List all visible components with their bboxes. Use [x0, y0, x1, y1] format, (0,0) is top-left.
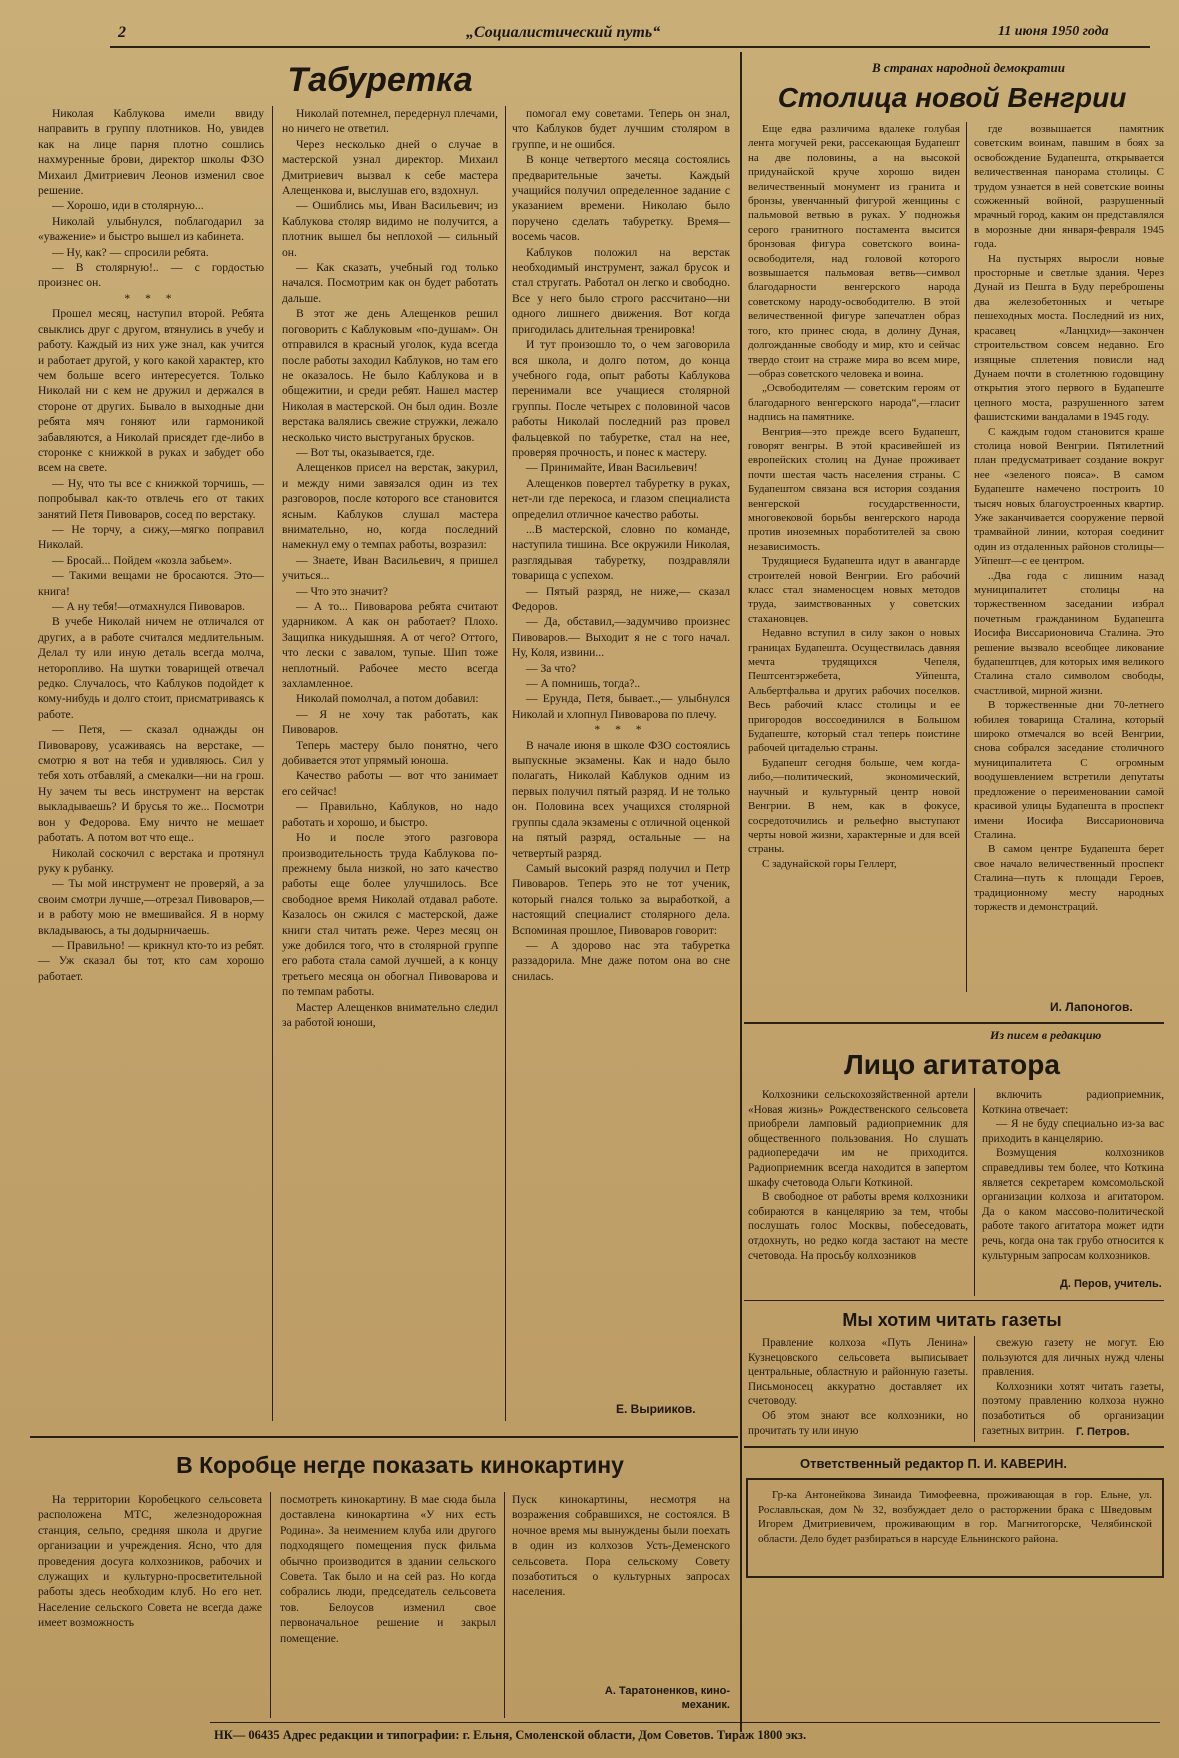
paragraph: Трудящиеся Будапешта идут в авангарде строителей новой Венгрии. Его рабочий класс стал знаменосцем новых методов труда, заимствованных у советских стахановцев. — [748, 555, 960, 625]
article-title-newspapers: Мы хотим читать газеты — [842, 1310, 1062, 1330]
agitator-column-1 — [748, 1088, 968, 1296]
paragraph: — Ты мой инструмент не проверяй, а за своим смотри лучше,—отрезал Пивоваров,— и в работу мою не вмешивайся. Я в норму вкладываюсь, а ты додырничаешь. — [38, 877, 264, 937]
divorce-notice-text: Гр-ка Антонейкова Зинаида Тимофеевна, проживающая в гор. Ельне, ул. Рославльская, дом № 32, возбуждает дело о расторжении брака с Шведовым Игорем Дмитриевичем, проживающим в гор. Магнитогорске, Челябинской области. Дело будет разбираться в нарсуде Ельнинского района. — [758, 1489, 1152, 1545]
paragraph: В начале июня в школе ФЗО состоялись выпускные экзамены. Как и надо было полагать, Николай Каблуков одним из первых получил пятый разряд. И не только он. Половина всех учащихся столярной группы сдала экзамены с отличной оценкой на пятый разряд, остальные — на четвертый разряд. — [512, 738, 730, 860]
paragraph: — Правильно! — крикнул кто-то из ребят. — Уж сказал бы тот, кто сам хорошо работает. — [38, 938, 264, 983]
paragraph: свежую газету не могут. Ею пользуются для личных нужд члены правления. — [982, 1337, 1164, 1379]
paragraph: — Да, обставил,—задумчиво произнес Пивоваров.— Выходит я не с того начал. Ну, Коля, извини... — [512, 615, 730, 660]
korobec-column-1: На территории Коробецкого сельсовета расположена МТС, железнодорожная станция, сельпо, средняя школа и другие организации и учреждения. Ясно, что для проведения досуга колхозников, рабочих и служащих и культурно-просветительной работы здесь необходим клуб. Но его нет. Население сельского Совета не всегда даже имеет возможность — [38, 1493, 262, 1630]
paragraph: — Не торчу, а сижу,—мягко поправил Николай. — [38, 522, 264, 552]
column-divider — [974, 1336, 975, 1442]
column-divider — [505, 106, 506, 1421]
paragraph: Алещенков присел на верстак, закурил, и между ними завязался один из тех разговоров, после которого все становится ясным. Каблуков слушал мастера внимательно, но, когда последний намекнул ему о темпах работы, возразил: — [282, 461, 498, 552]
taburetka-column-2 — [282, 106, 498, 1421]
paragraph: Николай потемнел, передернул плечами, но ничего не ответил. — [282, 107, 498, 136]
paragraph: * * * — [594, 723, 648, 737]
section-rule — [744, 1446, 1164, 1448]
paragraph: Теперь мастеру было понятно, чего добивается этот упрямый юноша. — [282, 738, 498, 768]
taburetka-column-3 — [512, 106, 730, 1401]
hungary-column-2 — [974, 122, 1164, 982]
paragraph: Алещенков повертел табуретку в руках, нет-ли где перекоса, и глазом специалиста определил отличное качество работы. — [512, 476, 730, 521]
paragraph: помогал ему советами. Теперь он знал, что Каблуков будет лучшим столяром в группе, и не ошибся. — [512, 107, 730, 151]
paragraph: „Освободителям — советским героям от благодарного венгерского народа“,—гласит надпись на памятнике. — [748, 382, 960, 424]
paragraph: Мастер Алещенков внимательно следил за работой юноши, — [282, 1000, 498, 1029]
article-title-hungary: Столица новой Венгрии — [777, 82, 1127, 113]
paragraph: — Ну, что ты все с книжкой торчишь, — попробывал как-то отвлечь его от таких занятий Петя Пивоваров, сосед по верстаку. — [38, 476, 264, 521]
paragraph: — Я не буду специально из-за вас приходить в канцелярию. — [982, 1118, 1164, 1145]
imprint-footer: НК— 06435 Адрес редакции и типографии: г. Ельня, Смоленской области, Дом Советов. Тираж 1800 экз. — [214, 1728, 807, 1742]
korobec-column-2: посмотреть кинокартину. В мае сюда была доставлена кинокартина «У них есть Родина». За неимением клуба или другого подходящего помещения пуск фильма обычно производится в здании сельского Совета. Так было и на сей раз. Но когда собрались люди, председатель сельсовета тов. Белоусов изменил свое первоначальное решение и закрыл помещение. — [280, 1493, 496, 1645]
paragraph: где возвышается памятник советским воинам, павшим в боях за освобождение Будапешта, открывается величественная панорама столицы. С трудом узнается в ней советские воины сожженный войной, разрушенный мрачный город, каким он представлялся в морозные дни января-февраля 1945 года. — [974, 123, 1164, 251]
responsible-editor: Ответственный редактор П. И. КАВЕРИН. — [800, 1456, 1067, 1471]
paragraph: — Ошиблись мы, Иван Васильевич; из Каблукова столяр видимо не получится, а плотник вышел бы неплохой — сильный он. — [282, 199, 498, 259]
column-divider — [270, 1492, 271, 1718]
paragraph: Но и после этого разговора производительность труда Каблукова по-прежнему была низкой, но зато качество работы еще более улучшилось. Все свободное время Николай отдавал работе. Казалось он сжился с мастерской, даже книги стал читать реже. Через месяц он уже добился того, что в столярной группе его работа стала самой лучшей, а к концу третьего месяца он обогнал Пивоварова и по темпам работы. — [282, 831, 498, 999]
paragraph: Еще едва различима вдалеке голубая лента могучей реки, рассекающая Будапешт на две половины, а на высокой придунайской круче хорошо виден величественный монумент из гранита и бронзы, увенчанный фигурой женщины с пальмовой ветвью в руках. У подножья серого гранитного постамента высится бронзовая фигура советского воина-освободителя, над головой которого возвышается пальмовая ветвь—символ благодарности венгерского народа советскому народу-освободителю. В этой величественной фигуре запечатлен образ того, кто принес сюда, в долину Дуная, долгожданные свободу и мир, кто и сейчас твердо стоит на страже мира во всем мире,—образ советского человека и воина. — [748, 123, 960, 380]
paragraph: — Что это значит? — [296, 584, 388, 598]
section-divider — [740, 52, 742, 1732]
column-divider — [966, 122, 967, 992]
hungary-column-1 — [748, 122, 960, 1062]
paragraph: И тут произошло то, о чем заговорила вся школа, и долго потом, до конца учебного года, опыт работы Каблукова перенимали все учащиеся столярной группы. После четырех с половиной часов работы Николай последний раз провел фальцевкой по табуретке, стал на нее, проверяя прочность, и понес к мастеру. — [512, 338, 730, 459]
paragraph: — А помнишь, тогда?.. — [526, 677, 641, 691]
hungary-signature: И. Лапоногов. — [1050, 1000, 1133, 1014]
section-rule — [744, 1022, 1164, 1024]
paragraph: С задунайской горы Геллерт, — [762, 857, 897, 870]
paragraph: — Бросай... Пойдем «козла забьем». — [52, 553, 233, 567]
paragraph: — В столярную!.. — с гордостью произнес он. — [38, 261, 264, 290]
paragraph: Правление колхоза «Путь Ленина» Кузнецовского сельсовета выписывает центральные, областную и районную газеты. Письмоносец аккуратно доставляет их счетоводу. — [748, 1337, 968, 1408]
taburetka-signature: Е. Вырииков. — [616, 1402, 696, 1416]
paragraph: — Хорошо, иди в столярную... — [52, 199, 204, 213]
paragraph: — Ну, как? — спросили ребята. — [52, 245, 209, 259]
divorce-notice-box — [746, 1478, 1164, 1578]
paragraph: В этот же день Алещенков решил поговорить с Каблуковым «по-душам». Он отправился в красный уголок, куда всегда после работы заходил Каблуков, но там его не оказалось. Не было Каблукова и в общежитии, и среди ребят. Нашел мастер Николая в мастерской. Он был один. Возле верстака валялись свежие стружки, лежало несколько чисто выструганых брусков. — [282, 307, 498, 444]
paragraph: Возмущения колхозников справедливы тем более, что Коткина является секретарем комсомольской организации колхоза и агитатором. Да о каком массово-политической работе такого агитатора может идти речь, когда она так грубо относится к культурным запросам колхозников. — [982, 1147, 1164, 1262]
header-rule — [110, 46, 1150, 48]
paragraph: — Петя, — сказал однажды он Пивоварову, усаживаясь на верстаке, — смотрю я вот на тебя и удивляюсь. Сил у тебя хоть отбавляй, а смекалки—ни на грош. Ну зачем ты весь инструмент на верстак выкладываешь? И брусья то же... Посмотри вон у Федорова. Ему ничто не мешает работать. А потом вот что еще.. — [38, 723, 264, 845]
paragraph: Недавно вступил в силу закон о новых границах Будапешта. Осуществилась давняя мечта трудящихся Чепеля, Пештсентэржебета, Уйпешта, Альбертфальва и других рабочих поселков. Весь рабочий класс столицы и ее пригородов воссоединился в Большом Будапеште, который стал теперь поистине рабочей цитаделью страны. — [748, 627, 960, 755]
paragraph: ..Два года с лишним назад муниципалитет столицы на торжественном заседании избрал почетным гражданином Будапешта Иосифа Виссарионовича Сталина. Это решение вызвало всеобщее ликование будапештцев, для которых имя великого Сталина стало символом свободы, счастливой, мирной жизни. — [974, 569, 1164, 697]
paragraph: — За что? — [526, 661, 577, 675]
taburetka-column-1 — [38, 106, 264, 1421]
paragraph: — А то... Пивоварова ребята считают ударником. А как он работает? Плохо. Защипка никудышняя. А от чего? Оттого, что лески с завалом, тупые. Шип тоже неплотный. Рабочее место всегда захламленное. — [282, 600, 498, 691]
korobec-column-3: Пуск кинокартины, несмотря на возражения собравшихся, не состоялся. В ночное время мы вынуждены были поехать в один из колхозов Усть-Деменского сельсовета. Пора сельскому Совету позаботиться о культурных запросах населения. — [512, 1493, 730, 1599]
paragraph: Качество работы — вот что занимает его сейчас! — [282, 769, 498, 798]
newspapers-signature: Г. Петров. — [1076, 1426, 1130, 1438]
column-divider — [272, 106, 273, 1421]
paragraph: включить радиоприемник, Коткина отвечает: — [982, 1089, 1164, 1116]
paragraph: — А ну тебя!—отмахнулся Пивоваров. — [52, 600, 246, 613]
article-title-taburetka: Табуретка — [287, 61, 473, 99]
column-divider — [504, 1492, 505, 1718]
paragraph: В свободное от работы время колхозники собираются в канцелярию за тем, чтобы послушать голос Москвы, побеседовать, отдохнуть, но редко когда застают на месте счетовода. На просьбу колхозников — [748, 1191, 968, 1262]
footer-rule — [210, 1722, 1160, 1723]
paragraph: — Правильно, Каблуков, но надо работать и хорошо, и быстро. — [282, 800, 498, 829]
paragraph: — Как сказать, учебный год только начался. Посмотрим как он будет работать дальше. — [282, 261, 498, 305]
paragraph: Колхозники хотят читать газеты, поэтому правлению колхоза нужно позаботиться об организации газетных витрин. — [982, 1380, 1164, 1437]
paragraph: — Пятый разряд, не ниже,— сказал Федоров. — [512, 584, 730, 613]
agitator-signature: Д. Перов, учитель. — [1060, 1278, 1162, 1290]
section-rule — [30, 1436, 738, 1438]
paragraph: Колхозники сельскохозяйственной артели «Новая жизнь» Рождественского сельсовета приобрели ламповый радиоприемник для общественного пользования. Но слушать радиопередачи им не приходится. Радиоприемник всегда находится в запертом шкафу счетовода Ольги Коткиной. — [748, 1089, 968, 1189]
page-number: 2 — [118, 24, 126, 41]
paragraph: В торжественные дни 70-летнего юбилея товарища Сталина, который широко отмечался во всей Венгрии, снова собрался заседание столичного муниципалитета С огромным воодушевлением встретили депутаты предложение о переименовании самой красивой улицы Будапешта в проспект имени Иосифа Виссарионовича Сталина. — [974, 699, 1164, 841]
paragraph: * * * — [124, 291, 178, 305]
paragraph: С каждым годом становится краше столица новой Венгрии. Пятилетний план предусматривает создание вокруг нее «зеленого пояса». В самом Будапеште намечено построить 10 тысяч новых благоустроенных квартир. Уже заканчивается сооружение первой трамвайной линии, которая соединит один из отдаленных районов столицы—Уйпешт—с ее центром. — [974, 425, 1164, 568]
paragraph: В учебе Николай ничем не отличался от других, а в работе считался медлительным. Делал ту или иную деталь всегда молча, неторопливо. На шутки товарищей отвечал редко. Случалось, что Каблуков подойдет к кому-нибудь и долго стоит, присматриваясь к работе. — [38, 615, 264, 721]
paragraph: В конце четвертого месяца состоялись предварительные зачеты. Каждый учащийся получил определенное задание с указанием времени. Николаю было поручено сделать табуретку. Время—восемь часов. — [512, 153, 730, 244]
paragraph: Николай соскочил с верстака и протянул руку к рубанку. — [38, 846, 264, 875]
paragraph: Прошел месяц, наступил второй. Ребята свыклись друг с другом, втянулись в учебу и работу. Каждый из них уже знал, как учится и работает другой, у кого какой характер, кто чем больше всего интересуется. Только Николай ни с кем не дружил и держался в стороне от других. Бывало в выходные дни ребята мяч гоняют или гармоникой забавляются, а Николай присядет где-либо в сторонке с книжкой в руках и забудет обо всем на свете. — [38, 307, 264, 475]
newspaper-title: „Социалистический путь“ — [466, 24, 661, 41]
issue-date: 11 июня 1950 года — [998, 24, 1109, 39]
paragraph: — Я не хочу так работать, как Пивоваров. — [282, 707, 498, 737]
paragraph: Николая Каблукова имели ввиду направить в группу плотников. Но, увидев как на лице парня плотно сошлись нахмуренные брови, директор школы ФЗО Михаил Дмитриевич Леонов изменил свое решение. — [38, 107, 264, 198]
agitator-column-2 — [982, 1088, 1164, 1278]
paragraph: Через несколько дней о случае в мастерской узнал директор. Михаил Дмитриевич вызвал к себе мастера Алещенкова и, выслушав его, вздохнул. — [282, 137, 498, 198]
hungary-kicker: В странах народной демократии — [872, 60, 1065, 75]
article-title-korobec: В Коробце негде показать кинокартину — [176, 1452, 624, 1478]
paragraph: Каблуков положил на верстак необходимый инструмент, зажал брусок и стал стругать. Работал он легко и свободно. Все у него было строго рассчитано—ни одного лишнего движения. Вот когда пригодилась длительная тренировка! — [512, 245, 730, 336]
letters-kicker: Из писем в редакцию — [990, 1028, 1102, 1042]
newspapers-column-1 — [748, 1336, 968, 1442]
column-divider — [974, 1088, 975, 1296]
paragraph: Венгрия—это прежде всего Будапешт, говорят венгры. В этой красивейшей из европейских столиц на Дунае проживает почти шестая часть населения страны. С Будапештом связана вся история создания венгерской государственности, многовековой борьбы венгерского народа против иноземных поработителей за свою независимость. — [748, 425, 960, 553]
paragraph: — Такими вещами не бросаются. Это—книга! — [38, 569, 264, 598]
article-title-agitator: Лицо агитатора — [844, 1049, 1060, 1080]
paragraph: — Принимайте, Иван Васильевич! — [526, 461, 698, 475]
paragraph: Будапешт сегодня больше, чем когда-либо,—политический, экономический, научный и культурный центр новой Венгрии. В нем, как в фокусе, сосредоточились и рельефно выступают черты новой жизни, характерные и для всей страны. — [748, 756, 960, 856]
paragraph: — Знаете, Иван Васильевич, я пришел учиться... — [282, 553, 498, 583]
paragraph: — Вот ты, оказывается, где. — [296, 445, 435, 459]
paragraph: Николай помолчал, а потом добавил: — [296, 692, 479, 706]
paragraph: Николай улыбнулся, поблагодарил за «уважение» и быстро вышел из кабинета. — [38, 214, 264, 244]
paragraph: — Ерунда, Петя, бывает..,— улыбнулся Николай и хлопнул Пивоварова по плечу. — [512, 692, 730, 721]
paragraph: — А здорово нас эта табуретка раззадорила. Мне даже потом она во сне снилась. — [512, 938, 730, 983]
paragraph: В самом центре Будапешта берет свое начало величественный проспект Сталина—путь к площади Героев, традиционному месту народных торжеств и демонстраций. — [974, 843, 1164, 913]
section-rule — [744, 1300, 1164, 1301]
korobec-signature: А. Таратоненков, кино-механик. — [604, 1685, 730, 1711]
paragraph: На пустырях выросли новые просторные и светлые здания. Через Дунай из Пешта в Буду переброшены два железобетонных и четыре пешеходных моста. Последний из них, красавец «Ланцхид»—закончен строительством совсем недавно. Его изящные сплетения повисли над Дунаем почти в столетнюю годовщину открытия этого первого в Будапеште цепного моста, разрушенного затем фашистскими вандалами в 1945 году. — [974, 252, 1164, 424]
paragraph: ...В мастерской, словно по команде, наступила тишина. Все окружили Николая, разглядывая табуретку, поздравляли товарища с успехом. — [512, 522, 730, 583]
paragraph: Об этом знают все колхозники, но прочитать ту или иную — [748, 1409, 968, 1437]
paragraph: Самый высокий разряд получил и Петр Пивоваров. Теперь это не тот ученик, который гнался только за выработкой, а настоящий специалист столярного дела. Вспоминая прошлое, Пивоваров говорит: — [512, 861, 730, 937]
